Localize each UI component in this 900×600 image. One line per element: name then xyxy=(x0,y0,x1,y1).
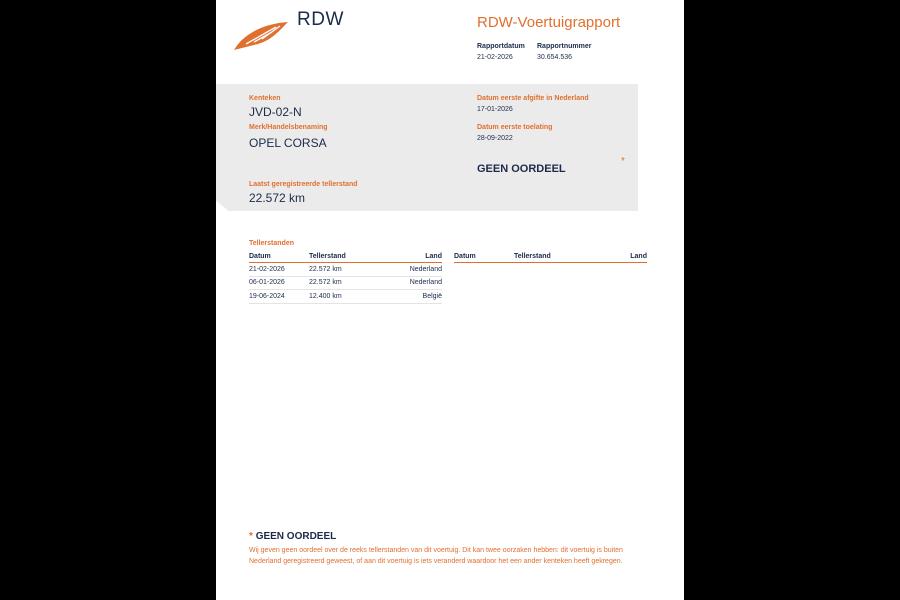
row-odometer: 12.400 km xyxy=(309,290,379,304)
table-header-row xyxy=(454,251,647,263)
odometer-section-title: Tellerstanden xyxy=(249,240,294,247)
col-header-date: Datum xyxy=(249,251,309,263)
report-date-label: Rapportdatum xyxy=(477,43,525,50)
col-header-odometer: Tellerstand xyxy=(514,251,584,263)
last-odometer-label: Laatst geregistreerde tellerstand xyxy=(249,181,358,188)
first-admission-value: 28-09-2022 xyxy=(477,135,513,142)
footnote-title-text: GEEN OORDEEL xyxy=(255,531,337,542)
report-page xyxy=(216,0,684,600)
row-country: België xyxy=(379,290,442,304)
footnote-asterisk: * xyxy=(249,531,253,542)
footnote-text: Wij geven geen oordeel over de reeks tellerstanden van dit voertuig. Dit kan twee oorzaken hebben: dit voertuig is buiten Nederland geregistreerd geweest, of aan dit voertuig is iets veranderd waardoor het een ander kenteken heeft gekregen. xyxy=(249,547,623,565)
plate-label: Kenteken xyxy=(249,95,281,102)
col-header-date: Datum xyxy=(454,251,514,263)
row-odometer: 22.572 km xyxy=(309,263,379,277)
rdw-feather-logo-icon xyxy=(232,18,290,54)
report-number: 30.654.536 xyxy=(537,54,573,61)
odometer-table-left xyxy=(249,251,442,304)
footnote-title xyxy=(249,531,336,542)
verdict-text: GEEN OORDEEL xyxy=(477,163,566,175)
report-date: 21-02-2026 xyxy=(477,54,513,61)
last-odometer-value: 22.572 km xyxy=(249,191,306,205)
report-number-label: Rapportnummer xyxy=(537,43,592,50)
verdict-asterisk: * xyxy=(621,156,625,167)
row-country: Nederland xyxy=(379,276,442,290)
table-row xyxy=(249,290,442,304)
col-header-odometer: Tellerstand xyxy=(309,251,379,263)
first-issue-nl-label: Datum eerste afgifte in Nederland xyxy=(477,95,589,102)
row-date: 06-01-2026 xyxy=(249,276,309,290)
table-header-row xyxy=(249,251,442,263)
make-label: Merk/Handelsbenaming xyxy=(249,124,328,131)
first-issue-nl-value: 17-01-2026 xyxy=(477,106,513,113)
col-header-country: Land xyxy=(379,251,442,263)
col-header-country: Land xyxy=(584,251,647,263)
odometer-table-right xyxy=(454,251,647,263)
report-title: RDW-Voertuigrapport xyxy=(477,14,621,31)
first-admission-label: Datum eerste toelating xyxy=(477,124,553,131)
brand-name: RDW xyxy=(297,9,344,30)
table-row xyxy=(249,276,442,290)
make-value: OPEL CORSA xyxy=(249,136,327,150)
row-date: 19-06-2024 xyxy=(249,290,309,304)
plate-value: JVD-02-N xyxy=(249,105,302,119)
row-date: 21-02-2026 xyxy=(249,263,309,277)
row-country: Nederland xyxy=(379,263,442,277)
table-row xyxy=(249,263,442,277)
row-odometer: 22.572 km xyxy=(309,276,379,290)
